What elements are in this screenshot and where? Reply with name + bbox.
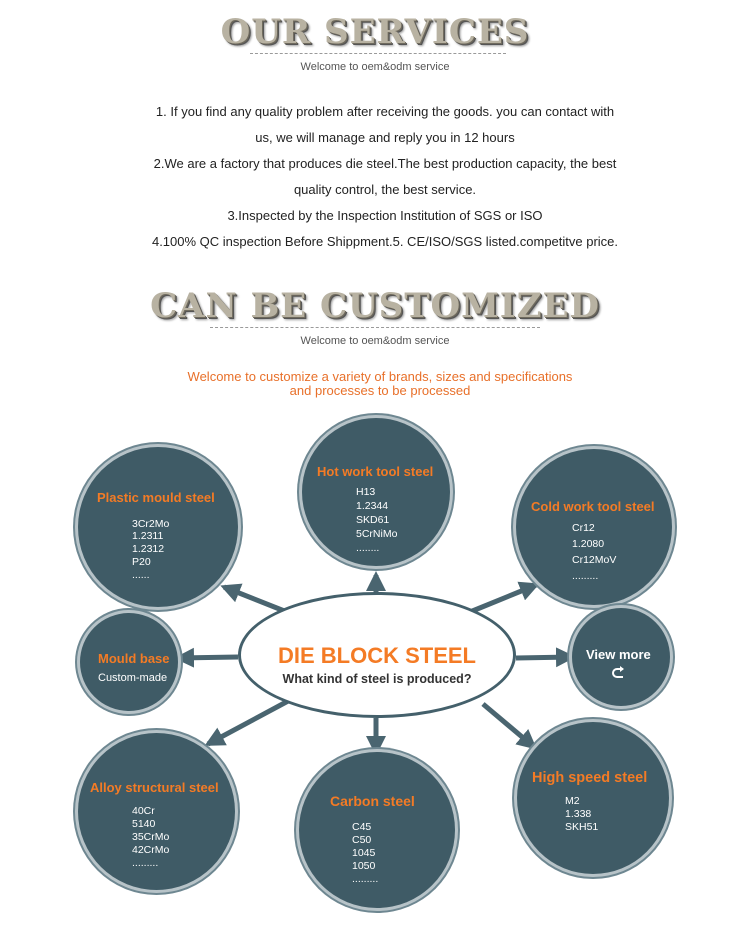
node-title: Alloy structural steel — [90, 780, 219, 795]
services-subtitle: Welcome to oem&odm service — [300, 61, 450, 73]
customized-heading: CAN BE CUSTOMIZED — [150, 286, 600, 326]
node-title: Cold work tool steel — [531, 499, 655, 514]
node-item: 1.2080 — [572, 538, 605, 550]
arrow-alloy — [208, 700, 290, 744]
node-item: Custom-made — [98, 672, 168, 684]
service-line: 2.We are a factory that produces die steel.The best production capacity, the best — [153, 156, 617, 171]
refresh-arrow-icon[interactable] — [611, 666, 627, 680]
node-title: Carbon steel — [330, 793, 415, 809]
node-item: 42CrMo — [132, 844, 170, 856]
node-item: 1.2311 — [132, 530, 164, 542]
node-title: Hot work tool steel — [317, 464, 434, 479]
node-item: ...... — [132, 569, 150, 581]
node-item: 5140 — [132, 818, 156, 830]
node-item: ......... — [352, 873, 379, 885]
node-item: C45 — [352, 821, 372, 833]
arrow-high-speed — [483, 704, 534, 747]
arrow-mould-base — [178, 657, 238, 658]
node-item: 40Cr — [132, 805, 155, 817]
node-item: ......... — [132, 857, 159, 869]
center-subtitle: What kind of steel is produced? — [282, 672, 472, 686]
node-item: H13 — [356, 486, 376, 498]
node-item: SKH51 — [565, 821, 599, 833]
node-high-speed-steel[interactable] — [517, 722, 669, 874]
service-line: 1. If you find any quality problem after receiving the goods. you can contact with — [155, 104, 615, 119]
node-title: High speed steel — [532, 770, 648, 786]
node-item: M2 — [565, 795, 580, 807]
service-line: 4.100% QC inspection Before Shippment.5. CE/ISO/SGS listed.competitve price. — [151, 234, 619, 249]
node-item: C50 — [352, 834, 372, 846]
node-item: ........ — [356, 542, 380, 554]
node-title: Mould base — [98, 651, 170, 666]
node-item: 1045 — [352, 847, 376, 859]
services-heading: OUR SERVICES — [220, 12, 530, 52]
view-more-label[interactable]: View more — [586, 647, 651, 662]
node-item: 35CrMo — [132, 831, 170, 843]
node-item: SKD61 — [356, 514, 390, 526]
customized-intro-line2: and processes to be processed — [289, 383, 471, 398]
customized-subtitle: Welcome to oem&odm service — [300, 335, 450, 347]
arrow-view-more — [516, 657, 572, 658]
node-item: 3Cr2Mo — [132, 518, 170, 530]
node-item: Cr12MoV — [572, 554, 617, 566]
node-item: 1.2344 — [356, 500, 389, 512]
service-line: quality control, the best service. — [293, 182, 477, 197]
service-line: 3.Inspected by the Inspection Institution of SGS or ISO — [227, 208, 543, 223]
center-title: DIE BLOCK STEEL — [277, 643, 476, 668]
node-item: P20 — [132, 556, 151, 568]
node-title: Plastic mould steel — [97, 490, 215, 505]
node-item: Cr12 — [572, 522, 595, 534]
node-item: 1.2312 — [132, 543, 165, 555]
node-item: 1050 — [352, 860, 376, 872]
node-item: 5CrNiMo — [356, 528, 398, 540]
node-item: ......... — [572, 570, 599, 582]
node-item: 1.338 — [565, 808, 592, 820]
service-line: us, we will manage and reply you in 12 hours — [255, 130, 515, 145]
customized-intro-line1: Welcome to customize a variety of brands, sizes and specifications — [187, 369, 573, 384]
